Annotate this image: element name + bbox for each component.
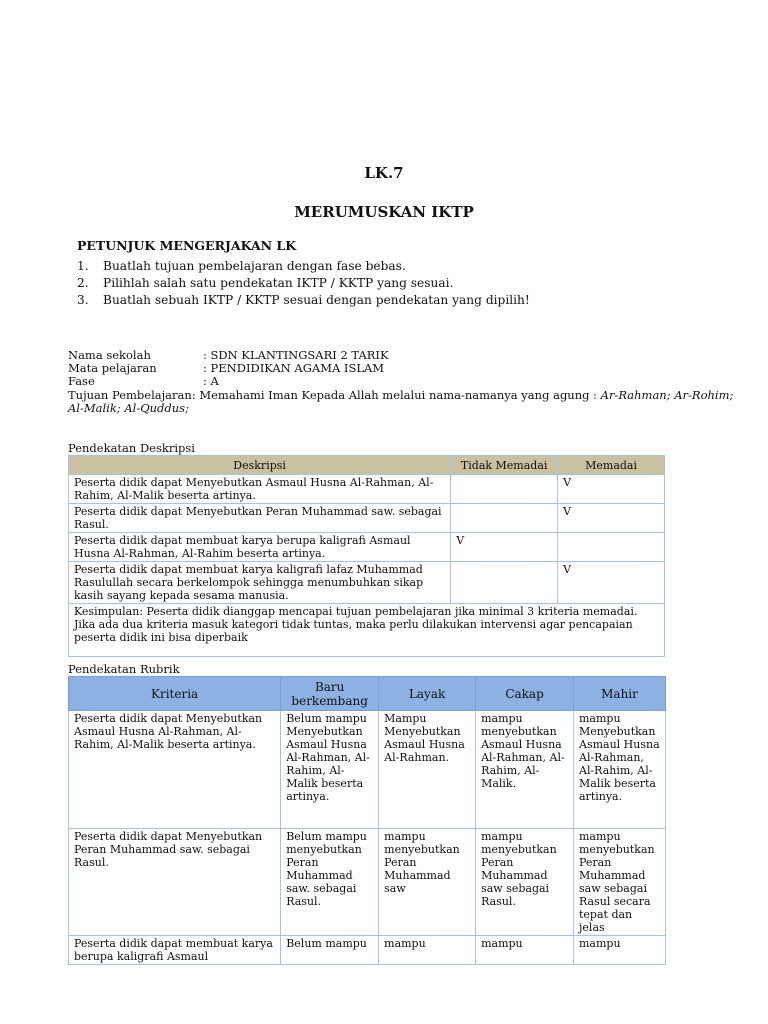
table-row: [69, 504, 665, 533]
memadai-cell: [558, 533, 665, 562]
layak-cell: mampu: [379, 936, 476, 965]
description-caption: Pendekatan Deskripsi: [68, 441, 195, 455]
page-title: MERUMUSKAN IKTP: [294, 203, 474, 221]
kriteria-cell: Peserta didik dapat Menyebutkan Peran Muhammad saw. sebagai Rasul.: [69, 829, 281, 936]
baru-cell: Belum mampu: [281, 936, 379, 965]
baru-cell: Belum mampu Menyebutkan Asmaul Husna Al-Rahman, Al-Rahim, Al-Malik beserta artinya.: [281, 711, 379, 829]
learning-objective: Tujuan Pembelajaran: Memahami Iman Kepada Allah melalui nama-namanya yang agung : Ar-Rahman; Ar-Rohim; Al-Malik; Al-Quddus;: [68, 388, 734, 415]
column-header: Kriteria: [69, 677, 281, 711]
instructions-list: [77, 258, 530, 309]
info-subject: Mata pelajaran : PENDIDIKAN AGAMA ISLAM: [68, 361, 385, 375]
rubric-caption: Pendekatan Rubrik: [68, 662, 180, 676]
tidak-cell: [451, 475, 558, 504]
table-row: [69, 711, 666, 829]
mahir-cell: mampu: [574, 936, 666, 965]
table-header-row: [69, 677, 666, 711]
table-row: [69, 604, 665, 657]
info-school: Nama sekolah : SDN KLANTINGSARI 2 TARIK: [68, 348, 389, 362]
table-row: [69, 936, 666, 965]
desc-cell: Peserta didik dapat membuat karya berupa kaligrafi Asmaul Husna Al-Rahman, Al-Rahim beserta artinya.: [69, 533, 451, 562]
table-header-row: [69, 456, 665, 475]
column-header: Baru berkembang: [281, 677, 379, 711]
instruction-item: 3. Buatlah sebuah IKTP / KKTP sesuai dengan pendekatan yang dipilih!: [77, 293, 530, 307]
desc-cell: Peserta didik dapat membuat karya kaligrafi lafaz Muhammad Rasulullah secara berkelompok sehingga menumbuhkan sikap kasih sayang kepada sesama manusia.: [69, 562, 451, 604]
cakap-cell: mampu menyebutkan Asmaul Husna Al-Rahman, Al-Rahim, Al-Malik.: [476, 711, 574, 829]
column-header: Mahir: [574, 677, 666, 711]
instructions-heading: PETUNJUK MENGERJAKAN LK: [77, 238, 297, 253]
kriteria-cell: Peserta didik dapat membuat karya berupa kaligrafi Asmaul: [69, 936, 281, 965]
layak-cell: Mampu Menyebutkan Asmaul Husna Al-Rahman.: [379, 711, 476, 829]
column-header: Layak: [379, 677, 476, 711]
baru-cell: Belum mampu menyebutkan Peran Muhammad saw. sebagai Rasul.: [281, 829, 379, 936]
desc-cell: Peserta didik dapat Menyebutkan Peran Muhammad saw. sebagai Rasul.: [69, 504, 451, 533]
instruction-item: 2. Pilihlah salah satu pendekatan IKTP / KKTP yang sesuai.: [77, 276, 454, 290]
description-table: [68, 455, 665, 657]
lk-number: LK.7: [364, 164, 404, 182]
desc-cell: Peserta didik dapat Menyebutkan Asmaul Husna Al-Rahman, Al-Rahim, Al-Malik beserta artinya.: [69, 475, 451, 504]
rubric-table: [68, 676, 666, 965]
cakap-cell: mampu: [476, 936, 574, 965]
column-header: Tidak Memadai: [451, 456, 558, 475]
column-header: Cakap: [476, 677, 574, 711]
kriteria-cell: Peserta didik dapat Menyebutkan Asmaul Husna Al-Rahman, Al-Rahim, Al-Malik beserta artinya.: [69, 711, 281, 829]
table-row: [69, 475, 665, 504]
memadai-cell: V: [558, 504, 665, 533]
table-row: [69, 829, 666, 936]
mahir-cell: mampu Menyebutkan Asmaul Husna Al-Rahman, Al-Rahim, Al-Malik beserta artinya.: [574, 711, 666, 829]
cakap-cell: mampu menyebutkan Peran Muhammad saw sebagai Rasul.: [476, 829, 574, 936]
tidak-cell: [451, 504, 558, 533]
layak-cell: mampu menyebutkan Peran Muhammad saw: [379, 829, 476, 936]
info-phase: Fase : A: [68, 374, 219, 388]
table-row: [69, 533, 665, 562]
tidak-cell: [451, 562, 558, 604]
conclusion-cell: Kesimpulan: Peserta didik dianggap mencapai tujuan pembelajaran jika minimal 3 kriteria memadai. Jika ada dua kriteria masuk kategori tidak tuntas, maka perlu dilakukan intervensi agar pencapaian peserta didik ini bisa diperbaik: [69, 604, 665, 657]
column-header: Deskripsi: [69, 456, 451, 475]
table-row: [69, 562, 665, 604]
memadai-cell: V: [558, 562, 665, 604]
instruction-item: 1. Buatlah tujuan pembelajaran dengan fase bebas.: [77, 259, 406, 273]
column-header: Memadai: [558, 456, 665, 475]
memadai-cell: V: [558, 475, 665, 504]
tidak-cell: V: [451, 533, 558, 562]
mahir-cell: mampu menyebutkan Peran Muhammad saw sebagai Rasul secara tepat dan jelas: [574, 829, 666, 936]
